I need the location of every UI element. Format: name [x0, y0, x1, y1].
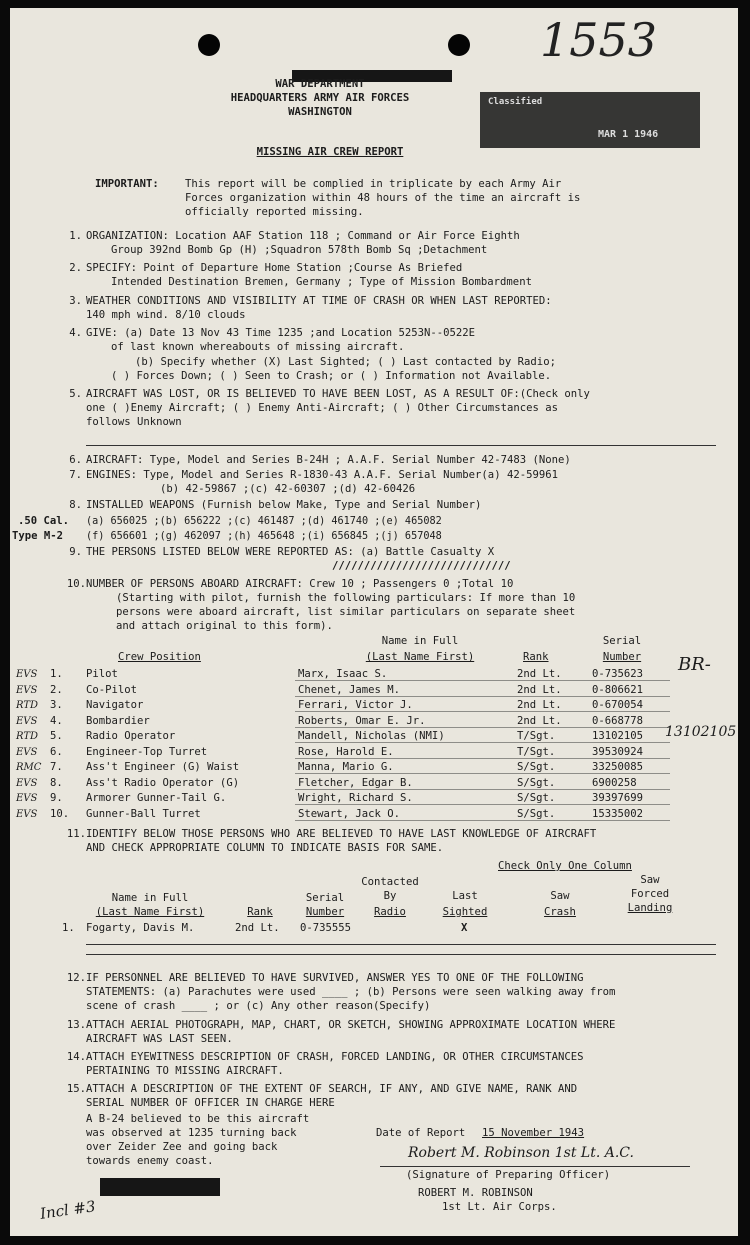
remarks-line-2: was observed at 1235 turning back	[86, 1127, 297, 1139]
section-4-line3: (b) Specify whether (X) Last Sighted; ( ) Last contacted by Radio;	[135, 356, 556, 368]
header-dept: WAR DEPARTMENT	[275, 78, 365, 90]
weapons-margin-type: Type M-2	[12, 530, 64, 542]
section-7-line2: (b) 42-59867 ;(c) 42-60307 ;(d) 42-60426	[160, 483, 416, 495]
signature-line	[380, 1166, 690, 1167]
s11-header-contacted-bottom: Radio	[374, 906, 406, 918]
section-3-line1: WEATHER CONDITIONS AND VISIBILITY AT TIME OF CRASH OR WHEN LAST REPORTED:	[86, 295, 552, 307]
s11-header-forced-top: Saw	[640, 874, 660, 886]
section-10-line3: persons were aboard aircraft, list similar particulars on separate sheet	[116, 606, 576, 618]
crew-row-code: EVS	[16, 808, 38, 820]
remarks-line-4: towards enemy coast.	[86, 1155, 214, 1167]
header-hq: HEADQUARTERS ARMY AIR FORCES	[230, 92, 410, 104]
crew-row-rank: 2nd Lt.	[517, 714, 562, 727]
section-14-line1: ATTACH EYEWITNESS DESCRIPTION OF CRASH, FORCED LANDING, OR OTHER CIRCUMSTANCES	[86, 1051, 584, 1063]
crew-row-serial: 0-806621	[592, 683, 644, 696]
s11-header-name-bottom: (Last Name First)	[95, 906, 205, 918]
crew-row-num: 2.	[50, 683, 63, 696]
section-3-num: 3.	[69, 295, 82, 307]
crew-row-rank: S/Sgt.	[517, 761, 556, 773]
remarks-line-3: over Zeider Zee and going back	[86, 1141, 278, 1153]
s11-header-serial-bottom: Number	[305, 906, 345, 918]
margin-mark: BR-	[678, 654, 711, 675]
s11-header-crash-bottom: Crash	[544, 906, 576, 918]
section-1-line1: ORGANIZATION: Location AAF Station 118 ; Command or Air Force Eighth	[86, 230, 520, 242]
crew-row-serial: 0-668778	[592, 714, 644, 727]
crew-row-underline	[295, 773, 670, 774]
header-city: WASHINGTON	[288, 106, 352, 118]
s11-row-num: 1.	[62, 922, 75, 934]
s11-row-last-sighted: X	[461, 922, 468, 934]
signature-caption: (Signature of Preparing Officer)	[406, 1169, 611, 1181]
important-line1: This report will be complied in triplicate by each Army Air	[185, 178, 562, 190]
crew-row-name: Ferrari, Victor J.	[298, 699, 413, 711]
weapons-row-2: (f) 656601 ;(g) 462097 ;(h) 465648 ;(i) 656845 ;(j) 657048	[86, 531, 442, 542]
crew-row-rank: T/Sgt.	[517, 745, 556, 758]
crew-row-underline	[295, 727, 670, 728]
section-7-num: 7.	[69, 469, 82, 481]
section-15-line2: SERIAL NUMBER OF OFFICER IN CHARGE HERE	[86, 1097, 335, 1109]
date-label: Date of Report	[376, 1127, 466, 1139]
crew-row-position: Ass't Radio Operator (G)	[86, 776, 240, 789]
section-10-line2: (Starting with pilot, furnish the following particulars: If more than 10	[116, 592, 576, 604]
section-6-num: 6.	[69, 454, 82, 466]
important-label: IMPORTANT:	[95, 178, 159, 190]
crew-row-name: Wright, Richard S.	[298, 792, 413, 804]
officer-rank: 1st Lt. Air Corps.	[442, 1201, 557, 1213]
crew-row-code: EVS	[16, 746, 38, 758]
crew-row-serial: 39530924	[592, 745, 644, 758]
s11-header-rank: Rank	[247, 906, 273, 918]
section-2-line1: SPECIFY: Point of Departure Home Station ;Course As Briefed	[86, 262, 463, 274]
remarks-line-1: A B-24 believed to be this aircraft	[86, 1113, 310, 1125]
section-13-line1: ATTACH AERIAL PHOTOGRAPH, MAP, CHART, OR SKETCH, SHOWING APPROXIMATE LOCATION WHERE	[86, 1019, 616, 1031]
section-4-num: 4.	[69, 327, 82, 339]
section-15-num: 15.	[66, 1083, 86, 1095]
crew-row-code: EVS	[16, 684, 38, 696]
section-12-line1: IF PERSONNEL ARE BELIEVED TO HAVE SURVIVED, ANSWER YES TO ONE OF THE FOLLOWING	[86, 972, 584, 984]
crew-row-position: Pilot	[86, 668, 118, 680]
s11-header-last-top: Last	[452, 890, 478, 902]
section-10-num: 10.	[66, 578, 86, 590]
crew-row-code: RTD	[16, 700, 39, 711]
crew-row-position: Gunner-Ball Turret	[86, 807, 201, 820]
crew-row-name: Rose, Harold E.	[298, 745, 394, 758]
important-line2: Forces organization within 48 hours of the time an aircraft is	[185, 192, 581, 204]
section-12-num: 12.	[66, 972, 86, 984]
crew-row-num: 9.	[50, 792, 63, 804]
crew-row-name: Marx, Isaac S.	[298, 668, 388, 680]
s11-header-contacted-mid: By	[383, 890, 397, 902]
crew-row-serial: 33250085	[592, 761, 644, 773]
crew-row-underline	[295, 758, 670, 759]
section-8-line1: INSTALLED WEAPONS (Furnish below Make, Type and Serial Number)	[86, 499, 482, 511]
crew-row-num: 4.	[50, 714, 63, 727]
crew-header-name-bottom: (Last Name First)	[365, 651, 475, 663]
section-9-num: 9.	[69, 546, 82, 558]
divider-3	[86, 954, 716, 955]
section-5-line3: follows Unknown	[86, 416, 182, 428]
section-10-line4: and attach original to this form).	[116, 620, 333, 632]
crew-row-rank: S/Sgt.	[517, 776, 556, 789]
crew-header-name-top: Name in Full	[381, 635, 459, 647]
s11-header-last-bottom: Sighted	[442, 906, 488, 918]
s11-header-contacted-top: Contacted	[361, 876, 419, 888]
section-11-line2: AND CHECK APPROPRIATE COLUMN TO INDICATE BASIS FOR SAME.	[86, 842, 444, 854]
crew-row-name: Mandell, Nicholas (NMI)	[298, 730, 445, 742]
s11-row-name: Fogarty, Davis M.	[86, 922, 195, 934]
stamp-date: MAR 1 1946	[598, 129, 659, 140]
date-value: 15 November 1943	[482, 1127, 585, 1139]
crew-row-underline	[295, 742, 670, 743]
section-1-line2: Group 392nd Bomb Gp (H) ;Squadron 578th Bomb Sq ;Detachment	[111, 244, 488, 256]
crew-row-underline	[295, 804, 670, 805]
crew-row-serial: 13102105	[592, 730, 644, 742]
crew-row-num: 1.	[50, 668, 63, 680]
officer-signature: Robert M. Robinson 1st Lt. A.C.	[408, 1145, 634, 1161]
crew-row-code: EVS	[16, 777, 38, 789]
crew-row-underline	[295, 711, 670, 712]
section-9-strike: ////////////////////////////	[332, 560, 511, 572]
crew-row-rank: S/Sgt.	[517, 792, 556, 804]
crew-row-position: Ass't Engineer (G) Waist	[86, 761, 240, 773]
crew-row-num: 5.	[50, 730, 63, 742]
crew-row-position: Co-Pilot	[86, 683, 138, 696]
section-8-num: 8.	[69, 499, 82, 511]
section-11-num: 11.	[66, 828, 86, 840]
crew-row-underline	[295, 680, 670, 681]
section-13-num: 13.	[66, 1019, 86, 1031]
section-5-line2: one ( )Enemy Aircraft; ( ) Enemy Anti-Aircraft; ( ) Other Circumstances as	[86, 402, 558, 414]
section-7-line1: ENGINES: Type, Model and Series R-1830-43 A.A.F. Serial Number(a) 42-59961	[86, 469, 558, 481]
section-13-line2: AIRCRAFT WAS LAST SEEN.	[86, 1033, 233, 1045]
report-title: MISSING AIR CREW REPORT	[256, 146, 404, 158]
crew-row-position: Bombardier	[86, 714, 150, 727]
weapons-margin-cal: .50 Cal.	[18, 515, 70, 527]
crew-row-underline	[295, 696, 670, 697]
crew-row-code: RMC	[16, 762, 42, 773]
crew-row-name: Stewart, Jack O.	[298, 807, 401, 820]
crew-row-name: Chenet, James M.	[298, 683, 401, 696]
crew-row-num: 10.	[50, 807, 70, 820]
section-9-line1: THE PERSONS LISTED BELOW WERE REPORTED AS: (a) Battle Casualty X	[86, 546, 495, 558]
crew-row-rank: 2nd Lt.	[517, 683, 562, 696]
section-12-line2: STATEMENTS: (a) Parachutes were used ____ ; (b) Persons were seen walking away from	[86, 986, 616, 998]
redaction-bar-footer	[100, 1178, 220, 1196]
crew-row-serial: 15335002	[592, 807, 644, 820]
crew-row-rank: 2nd Lt.	[517, 699, 562, 711]
section-4-line2: of last known whereabouts of missing aircraft.	[111, 341, 405, 353]
crew-header-rank: Rank	[523, 651, 549, 663]
section-10-line1: NUMBER OF PERSONS ABOARD AIRCRAFT: Crew 10 ; Passengers 0 ;Total 10	[86, 578, 514, 590]
crew-row-code: EVS	[16, 793, 38, 804]
crew-row-num: 7.	[50, 761, 63, 773]
s11-header-crash-top: Saw	[550, 890, 570, 902]
crew-header-position: Crew Position	[118, 651, 201, 663]
margin-serial-note: 13102105	[665, 724, 737, 740]
crew-row-position: Armorer Gunner-Tail G.	[86, 792, 227, 804]
s11-row-rank: 2nd Lt.	[235, 922, 280, 934]
section-2-line2: Intended Destination Bremen, Germany ; Type of Mission Bombardment	[111, 276, 532, 288]
inclosure-note: Incl #3	[38, 1197, 97, 1223]
section-14-line2: PERTAINING TO MISSING AIRCRAFT.	[86, 1065, 284, 1077]
divider-1	[86, 445, 716, 446]
section-11-line1: IDENTIFY BELOW THOSE PERSONS WHO ARE BELIEVED TO HAVE LAST KNOWLEDGE OF AIRCRAFT	[86, 828, 597, 840]
section-14-num: 14.	[66, 1051, 86, 1063]
crew-row-underline	[295, 789, 670, 790]
check-one-header: Check Only One Column	[498, 860, 632, 872]
section-2-num: 2.	[69, 262, 82, 274]
crew-row-num: 6.	[50, 745, 63, 758]
s11-row-serial: 0-735555	[300, 922, 352, 934]
weapons-row-1: (a) 656025 ;(b) 656222 ;(c) 461487 ;(d) 461740 ;(e) 465082	[86, 516, 442, 527]
crew-row-serial: 39397699	[592, 792, 644, 804]
crew-row-serial: 0-670054	[592, 699, 644, 711]
section-4-line1: GIVE: (a) Date 13 Nov 43 Time 1235 ;and Location 5253N--0522E	[86, 327, 476, 339]
s11-header-name-top: Name in Full	[111, 892, 189, 904]
section-12-line3: scene of crash ____ ; or (c) Any other reason(Specify)	[86, 1000, 431, 1012]
section-5-line1: AIRCRAFT WAS LOST, OR IS BELIEVED TO HAVE BEEN LOST, AS A RESULT OF:(Check only	[86, 388, 590, 400]
s11-header-forced-mid: Forced	[630, 888, 670, 900]
crew-header-serial-top: Serial	[602, 635, 642, 647]
crew-row-name: Fletcher, Edgar B.	[298, 776, 413, 789]
officer-name: ROBERT M. ROBINSON	[418, 1187, 533, 1199]
section-3-line2: 140 mph wind. 8/10 clouds	[86, 309, 246, 321]
section-15-line1: ATTACH A DESCRIPTION OF THE EXTENT OF SEARCH, IF ANY, AND GIVE NAME, RANK AND	[86, 1083, 578, 1095]
crew-row-underline	[295, 820, 670, 821]
crew-header-serial-bottom: Number	[602, 651, 642, 663]
crew-row-position: Radio Operator	[86, 730, 176, 742]
report-page	[10, 8, 738, 1236]
punch-hole-left	[198, 34, 220, 56]
crew-row-name: Roberts, Omar E. Jr.	[298, 714, 426, 727]
crew-row-position: Navigator	[86, 699, 144, 711]
stamp-label: Classified	[488, 97, 543, 107]
file-number: 1553	[540, 13, 658, 67]
crew-row-rank: S/Sgt.	[517, 807, 556, 820]
section-6-line1: AIRCRAFT: Type, Model and Series B-24H ; A.A.F. Serial Number 42-7483 (None)	[86, 454, 571, 466]
crew-row-code: RTD	[16, 731, 39, 742]
section-1-num: 1.	[69, 230, 82, 242]
crew-row-num: 8.	[50, 776, 63, 789]
crew-row-serial: 6900258	[592, 776, 637, 789]
important-line3: officially reported missing.	[185, 206, 364, 218]
divider-2	[86, 944, 716, 945]
crew-row-rank: 2nd Lt.	[517, 668, 562, 680]
crew-row-rank: T/Sgt.	[517, 730, 556, 742]
s11-header-serial-top: Serial	[305, 892, 345, 904]
section-4-line4: ( ) Forces Down; ( ) Seen to Crash; or ( ) Information not Available.	[111, 370, 552, 382]
crew-row-code: EVS	[16, 715, 38, 727]
crew-row-code: EVS	[16, 669, 38, 680]
section-5-num: 5.	[69, 388, 82, 400]
crew-row-name: Manna, Mario G.	[298, 761, 394, 773]
crew-row-position: Engineer-Top Turret	[86, 745, 208, 758]
crew-row-num: 3.	[50, 699, 63, 711]
s11-header-forced-bottom: Landing	[627, 902, 673, 914]
crew-row-serial: 0-735623	[592, 668, 644, 680]
punch-hole-right	[448, 34, 470, 56]
